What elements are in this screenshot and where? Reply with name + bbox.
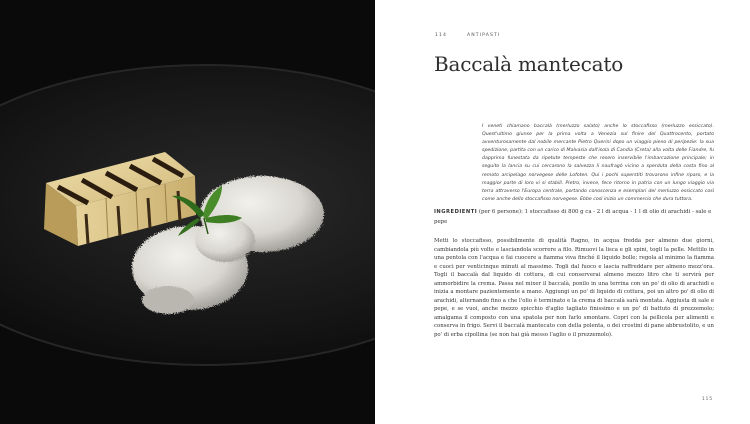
- page-number: 115: [701, 397, 713, 402]
- text-page: [375, 0, 750, 424]
- running-head-section: ANTIPASTI: [467, 33, 501, 38]
- recipe-intro: I veneti chiamano baccalà (merluzzo salato) anche lo stoccafisso (merluzzo essiccato). Quest'ultimo giunse per la prima volta a Venezia sul finire del Quattrocento, portato avventurosamente dal nobile mercante Pietro Querini dopo un viaggio pieno di peripezie: la sua spedizione, partita con un carico di Malvasia dall'isola di Candia (Creta) alla volta delle Fiandre, fu dapprima funestata da ripetute tempeste che resero inservibile l'imbarcazione principale; in seguito la lancia su cui cercarono la salvezza li naufragò vicino a sperduta della costa fino al remoto arcipelago norvegese delle Lofoten. Qui i pochi superstiti trovarono infine riparo, e la maggior parte di loro vi si stabilì. Pietro, invece, fece ritorno in patria con un lungo viaggio via terra attraverso l'Europa centrale, portando conoscenza e esemplari del merluzzo essiccato così come anche dello stoccafisso norvegese. Ebbe così inizio un commercio che dura tuttora.: [482, 124, 714, 202]
- recipe-title: Baccalà mantecato: [434, 52, 624, 76]
- running-head-page-number: 114: [435, 33, 448, 38]
- recipe-method: Metti lo stoccafisso, possibilmente di qualità Ragno, in acqua fredda per almeno due giorni, cambiandola più volte e lasciandola scorrere a filo. Rimuovi la lisca e gli spini, togli la pelle. Mettilo in una pentola con l'acqua e fai cuocere a fiamma viva finché il liquido bolle; regola al minimo la fiamma e cuoci per venticinque minuti al massimo. Togli dal fuoco e lascia raffreddare per almeno mezz'ora. Togli il baccalà dal liquido di cottura, di cui conserverai almeno mezzo litro che ti servirà per ammorbidire la crema. Passa nel mixer il baccalà, ponilo in una terrina con un po' di olio di arachidi e inizia a montare pazientemente a mano. Aggiungi un po' di liquido di cottura, poi un altro po' di olio di arachidi, alternando fino a che l'olio è terminato e la crema di baccalà sarà montata. Aggiusta di sale e pepe, e se vuoi, anche mezzo spicchio d'aglio tagliato finissimo e un po' di battuto di prezzemolo; amalgama il composto con una spatola per non farlo smontare. Copri con la pellicola per alimenti e conserva in frigo. Servi il baccalà mantecato con della polenta, o dei crostini di pane abbrustolito, e un po' di erba cipollina (se non hai già messo l'aglio o il prezzemolo).: [434, 238, 714, 339]
- ingredients-label: INGREDIENTI: [434, 209, 478, 215]
- ingredients-text: (per 6 persone): 1 stoccafisso di 800 g ca - 2 l di acqua - 1 l di olio di arachidi - sale e pepe: [434, 209, 712, 225]
- ingredients: [434, 208, 714, 227]
